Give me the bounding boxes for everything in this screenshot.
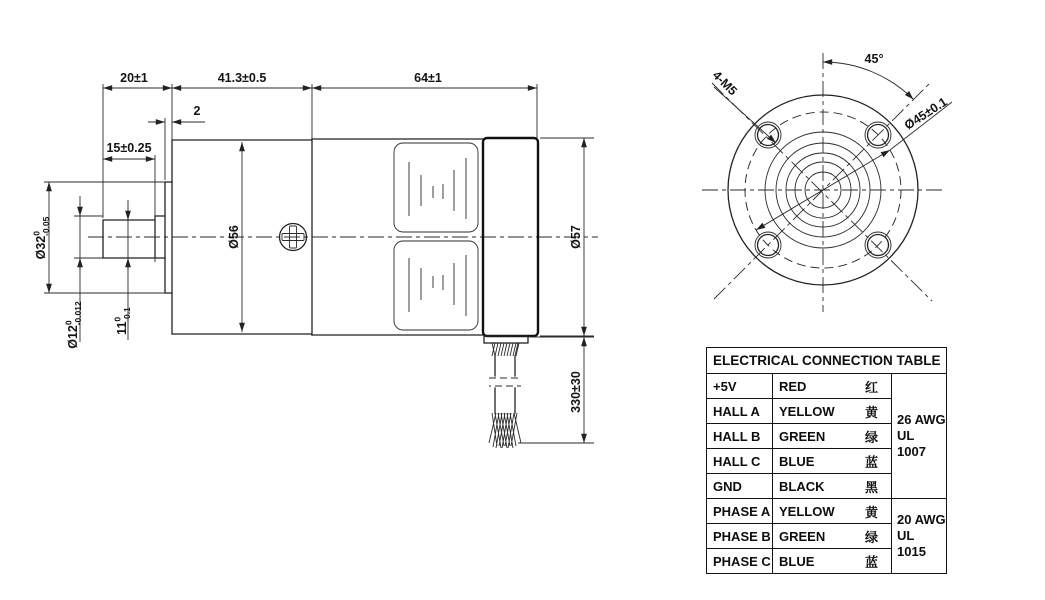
signal-cell: PHASE A (707, 499, 773, 524)
dim-shaft-flat-height-label: $11^0-0.1$ (112, 307, 132, 335)
color-cn: 黑 (864, 479, 878, 495)
color-en: BLUE (779, 453, 815, 469)
dim-rear-body-length-label: 64±1 (414, 71, 442, 85)
side-view (32, 71, 599, 448)
color-en: GREEN (779, 428, 826, 444)
signal-cell: GND (707, 474, 773, 499)
table-title-row (707, 348, 947, 374)
color-en: YELLOW (779, 503, 835, 519)
vent-panel-lower (394, 241, 478, 330)
color-cn: 绿 (864, 529, 878, 545)
holes-leader (714, 87, 776, 143)
signal-cell: HALL C (707, 449, 773, 474)
dim-boss-diameter-label: $Ø32^0-0.05$ (31, 216, 51, 260)
color-cn: 红 (864, 379, 878, 395)
color-cn: 蓝 (864, 554, 878, 570)
color-cn: 黄 (864, 504, 878, 520)
signal-cell: HALL B (707, 424, 773, 449)
color-cell (773, 549, 892, 574)
color-cn: 绿 (864, 429, 878, 445)
vent-panel-upper (394, 143, 478, 232)
mounting-holes-label: 4-M5 (709, 68, 740, 99)
dim-shaft-extension-label: 20±1 (120, 71, 148, 85)
table-title: ELECTRICAL CONNECTION TABLE (707, 348, 947, 374)
table-row (707, 499, 947, 524)
cable (484, 336, 528, 448)
wire-spec-cell (892, 499, 947, 574)
wire-standard: UL 1015 (897, 527, 926, 560)
front-view (702, 52, 952, 312)
wire-standard: UL 1007 (897, 427, 926, 460)
dim-shaft-diameter-label: $Ø12^0-0.012$ (63, 301, 83, 349)
wire-gauge: 20 AWG (897, 511, 946, 527)
bolt-circle-diameter-label: Ø45±0.1 (901, 94, 950, 133)
angle-arc (823, 62, 914, 100)
color-en: YELLOW (779, 403, 835, 419)
color-cell (773, 524, 892, 549)
color-cn: 黄 (864, 404, 878, 420)
electrical-connection-table (706, 347, 947, 574)
color-cell (773, 399, 892, 424)
dim-shaft-flat-length-label: 15±0.25 (106, 141, 152, 155)
color-en: GREEN (779, 528, 826, 544)
dim-boss-step-label: 2 (193, 104, 201, 118)
dim-front-body-length-label: 41.3±0.5 (217, 71, 267, 85)
wire-spec-cell (892, 374, 947, 499)
signal-cell: PHASE B (707, 524, 773, 549)
dim-body-diameter-label: Ø56 (227, 225, 241, 249)
signal-cell: HALL A (707, 399, 773, 424)
color-cell (773, 449, 892, 474)
mounting-angle-label: 45° (864, 52, 884, 66)
wire-gauge: 26 AWG (897, 411, 946, 427)
color-cell (773, 474, 892, 499)
color-en: BLACK (779, 478, 825, 494)
color-cell (773, 374, 892, 399)
dim-cable-length-label: 330±30 (569, 371, 583, 413)
color-cell (773, 499, 892, 524)
color-cell (773, 424, 892, 449)
motor-outline (103, 138, 538, 448)
color-cn: 蓝 (864, 454, 878, 470)
signal-cell: +5V (707, 374, 773, 399)
signal-cell: PHASE C (707, 549, 773, 574)
color-en: RED (779, 378, 807, 394)
wire-fray (489, 413, 521, 448)
color-en: BLUE (779, 553, 815, 569)
dim-rear-diameter-label: Ø57 (569, 225, 583, 249)
table-row (707, 374, 947, 399)
